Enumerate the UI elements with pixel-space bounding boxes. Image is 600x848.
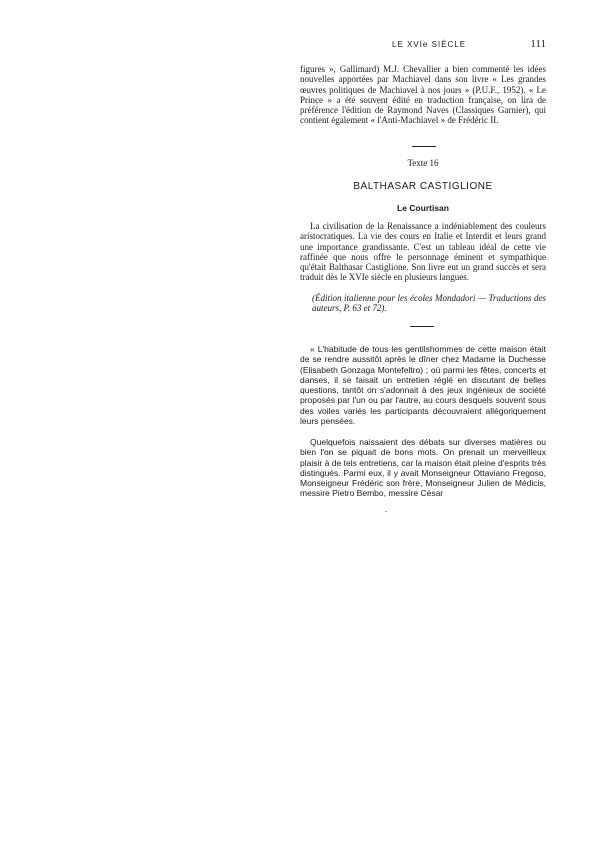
work-title: Le Courtisan [397,203,449,213]
source-note: (Édition italienne pour les écoles Mondadori — Traductions des auteurs, P. 63 et 72). [312,293,546,314]
text-number: Texte 16 [407,158,439,168]
quote-paragraph-1: « L'habitude de tous les gentilshommes de cette maison était de se rendre aussitôt après le dîner chez Madame la Duchesse (Elisabeth Gonzaga Montefeltro) ; où parmi les fêtes, concerts et danses, il se faisait un entretien réglé en discutant de belles questions, tantôt on s'adonnait à des jeux ingénieux de société proposés par l'un ou par l'autre, au cours desquels souvent sous des voiles variés les participants découvraient allégoriquement leurs pensées. [300,344,546,427]
page-number: 111 [530,38,546,50]
running-head [300,40,546,54]
section-divider [412,146,436,147]
quote-divider [410,326,434,327]
author-heading: BALTHASAR CASTIGLIONE [353,181,493,192]
running-title: LE XVIe SIÈCLE [392,40,467,49]
preceding-paragraph: figures », Gallimard) M.J. Chevallier a bien commenté les idées nouvelles apportées par Machiavel dans son livre « Les grandes œuvres politiques de Machiavel à nos jours » (P.U.F., 1952). « Le Prince » a été souvent édité en traduction française, on lira de préférence l'édition de Raymond Naves (Classiques Garnier), qui contient également « l'Anti-Machiavel » de Frédéric II. [300,64,546,126]
footer-mark: . [385,505,387,514]
quote-paragraph-2: Quelquefois naissaient des débats sur diverses matières ou bien l'on se piquait de bons mots. On prenait un merveilleux plaisir à de tels entretiens, car la maison était pleine d'esprits très distingués. Parmi eux, il y avait Monseigneur Ottaviano Fregoso, Monseigneur Frédéric son frère, Monseigneur Julien de Médicis, messire Pietro Bembo, messire César [300,437,546,499]
introduction-paragraph: La civilisation de la Renaissance a indéniablement des couleurs aristocratiques. La vie des cours en Italie et Interdit et leurs grand une importance grandissante. C'est un tableau idéal de cette vie raffinée que nous offre le personnage éminent et sympathique qu'était Balthasar Castiglione. Son livre eut un grand succès et sera traduit dès le XVIe siècle en plusieurs langues. [300,221,546,283]
